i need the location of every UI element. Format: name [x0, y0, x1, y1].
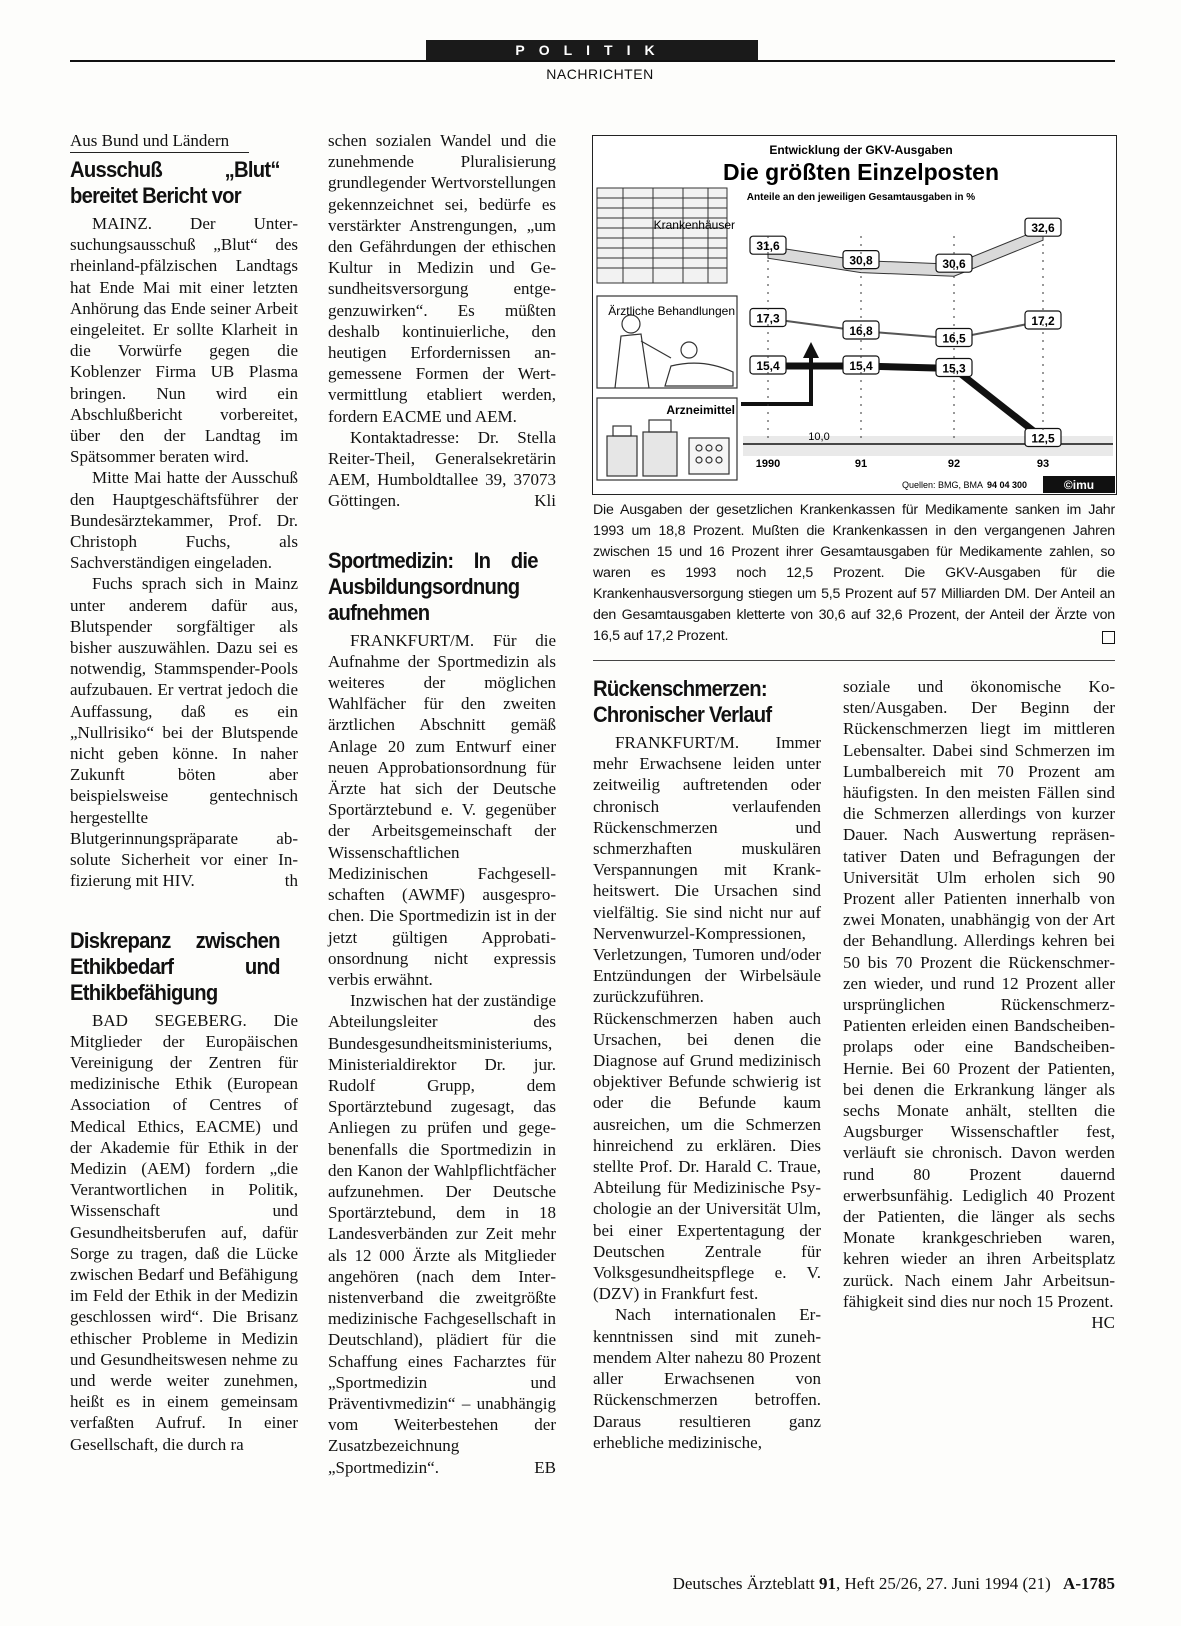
column-3	[593, 676, 821, 1453]
arrow-head-icon	[803, 342, 819, 358]
chart-annotation: 10,0	[808, 431, 830, 443]
chart-svg	[593, 136, 1116, 494]
chart-box	[592, 135, 1117, 495]
chart-code: 94 04 300	[987, 480, 1028, 490]
paragraph-text: Kontaktadresse: Dr. Stella Reiter-Theil, Generalsekretärin AEM, Humboldtallee 39, 37073 Göttingen.	[328, 427, 556, 511]
series-label-krankenhaeuser: Krankenhäuser	[653, 218, 735, 232]
paragraph: FRANKFURT/M. Für die Aufnahme der Sportmedizin als weiteres der möglichen Wahlfächer für den zweiten ärztlichen Abschnitt gemäß Anlage 20 zum Entwurf einer neuen Approbationsordnung für Ärzte hat sich der Deutsche Sportärztebund e. V. gegenüber der Arbeitsgemeinschaft der Wissenschaftlichen Medizinischen Fachgesellschaften (AWMF) ausgesprochen. Die Sportmedizin ist in der jetzt gültigen Approbationsordnung nicht expressis verbis erwähnt.	[328, 630, 556, 989]
column-4	[843, 676, 1115, 1333]
paragraph: FRANKFURT/M. Immer mehr Erwachsene leiden unter zeitweilig auftretenden oder chronisch verlaufenden Rückenschmerzen und schmerzhaften muskulären Verspannungen mit Krankheitswert. Die Ursachen sind vielfältig. Sie sind nicht nur auf Nervenwurzel-Kompressionen, Verletzungen, Tumoren und/oder Entzündungen der Wirbelsäule zurückzuführen. Rückenschmerzen haben auch Ursachen, bei denen die Diagnose auf Grund medizinisch objektiver Befunde schwierig ist oder die Befunde kaum ausreichen, um die Schmerzen hinreichend zu erklären. Dies stellte Prof. Dr. Harald C. Traue, Abteilung für Medizinische Psychologie an der Universität Ulm, bei einer Expertentagung der Deutschen Zentrale für Volksgesundheitspflege e. V. (DZV) in Frankfurt fest.	[593, 733, 821, 1304]
caption-text: Die Ausgaben der gesetzlichen Krankenkassen für Medikamente sanken im Jahr 1993 um 18,8 Prozent. Mußten die Krankenkassen in den vergangenen Jahren zwischen 15 und 16 Prozent ihrer Gesamtausgaben für Medikamente zahlen, so waren es 1993 noch 12,5 Prozent. Die GKV-Ausgaben für die Krankenhausversorgung stiegen um 5,5 Prozent auf 57 Milliarden DM. Der Anteil an den Gesamtausgaben kletterte von 30,6 auf 32,6 Prozent, der Anteil der Ärzte von 16,5 auf 17,2 Prozent.	[593, 502, 1115, 644]
headline-ausschuss: Ausschuß „Blut“ bereitet Bericht vor	[70, 157, 280, 208]
chart-agency: ©imu	[1063, 478, 1095, 492]
author-signature: HC	[1091, 1313, 1115, 1333]
separator-line	[593, 660, 1115, 661]
data-label: 32,6	[1031, 221, 1055, 236]
journal-name: Deutsches Ärzteblatt	[672, 1574, 815, 1593]
rubrik-label: NACHRICHTEN	[546, 66, 654, 82]
paragraph-text: soziale und ökonomische Kosten/Ausgaben. Der Beginn der Rückenschmerzen liegt im mittleren Lebensalter. Dabei sind Schmerzen im Lumbalbereich mit 70 Prozent am häufigsten. In den meisten Fällen sind die Schmerzen allerdings von kurzer Dauer. Nach Auswertung repräsentativer Daten und Befragungen der Universität Ulm erholen sich 90 Prozent aller Patienten innerhalb von zwei Monaten, unabhängig von der Art der Behandlung. Allerdings kehren bei 50 bis 70 Prozent die Rückenschmerzen wieder, und rund 12 Prozent aller ursprünglichen Rückenschmerz-Patienten erleiden einen Bandscheibenprolaps oder eine Bandscheiben-Hernie. Bei 60 Prozent der Patienten, bei denen die Erkrankung länger als sechs Monate anhält, stellten die Augsburger Wissenschaftler fest, verläuft sie chronisch. Davon werden rund 80 Prozent dauernd erwerbsunfähig. Lediglich 40 Prozent der Patienten, die länger als sechs Monate krankgeschrieben waren, kehren wieder an ihren Arbeitsplatz zurück. Nach einem Jahr Arbeitsunfähigkeit sind dies nur noch 15 Prozent.	[843, 677, 1115, 1311]
column-1	[70, 130, 298, 1455]
x-tick-label: 91	[854, 458, 868, 470]
page-footer	[550, 1574, 1115, 1594]
x-tick-label: 92	[947, 458, 961, 470]
data-label: 15,4	[849, 359, 873, 373]
chart-supertitle: Entwicklung der GKV-Ausgaben	[769, 143, 953, 157]
data-label: 17,3	[756, 311, 780, 326]
series-label-aerztliche-behandlungen: Ärztliche Behandlungen	[608, 304, 735, 318]
headline-ethik: Diskrepanz zwischen Ethikbedarf und Ethikbefähigung	[70, 927, 280, 1005]
paragraph	[328, 427, 556, 512]
page-number: A-1785	[1063, 1574, 1115, 1593]
data-label: 30,8	[849, 253, 873, 268]
author-signature: Kli	[534, 491, 556, 511]
paragraph-text: Fuchs sprach sich in Mainz unter anderem dafür aus, Blutspender sorgfältiger als bisher auszuwählen. Dazu sei es notwendig, Stammspender-Pools aufzubauen. Er vertrat jedoch die Auffassung, daß es ein „Nullrisiko“ bei der Blutspende nicht geben könne. In naher Zukunft böten aber beispielsweise gentechnisch hergestellte Blutgerinnungspräparate absolute Sicherheit vor einer Infizierung mit HIV.	[70, 574, 298, 891]
headline-sportmedizin: Sportmedizin: In die Ausbildungsordnung aufnehmen	[328, 547, 538, 625]
paragraph	[70, 573, 298, 891]
headline-rueckenschmerzen: Rückenschmerzen: Chronischer Verlauf	[593, 676, 772, 727]
paragraph: Nach internationalen Erkenntnissen sind mit zunehmendem Alter nahezu 80 Prozent aller Erwachsenen von Rückenschmerzen betroffen. Daraus resultieren ganz erhebliche medizinische,	[593, 1305, 821, 1452]
chart-source: Quellen: BMG, BMA	[901, 480, 983, 490]
paragraph: BAD SEGEBERG. Die Mitglieder der Europäischen Vereinigung der Zentren für medizinische Ethik (European Association of Centres of Medical Ethics, EACME) und der Akademie für Ethik in der Medizin (AEM) fordern „die Verantwortlichen in Politik, Wissenschaft und Gesundheitsberufen auf, dafür Sorge zu tragen, daß die Lücke zwischen Bedarf und Befähigung im Feld der Ethik in der Medizin geschlossen wird“. Die Brisanz ethischer Probleme in Medizin und Gesundheitswesen nehme zu und werde weiter zunehmen, heißt es in einem gemeinsam verfaßten Aufruf. In einer Gesellschaft, die durch ra	[70, 1010, 298, 1454]
chart-subtitle: Anteile an den jeweiligen Gesamtausgaben in %	[746, 192, 976, 203]
series-label-arzneimittel: Arzneimittel	[666, 403, 735, 417]
paragraph: Mitte Mai hatte der Ausschuß den Hauptgeschäftsführer der Bundesärztekammer, Prof. Dr. Christoph Fuchs, als Sachverständigen eingeladen.	[70, 468, 298, 573]
kicker: Aus Bund und Ländern	[70, 130, 249, 153]
author-signature: th	[284, 871, 298, 891]
hospital-illustration	[597, 188, 727, 283]
ressort-label: POLITIK	[426, 40, 758, 60]
chart-title: Die größten Einzelposten	[722, 159, 1000, 185]
data-label: 12,5	[1031, 431, 1055, 446]
paragraph: MAINZ. Der Untersuchungsausschuß „Blut“ des rheinland-pfälzischen Landtags hat Ende Mai mit einer letzten Anhörung das Ende seiner Arbeit eingeleitet. Er sollte Klarheit in die Vorwürfe gegen die Koblenzer Firma UB Plasma bringen. Nun wird ein Abschlußbericht vorbereitet, über den der Landtag im Spätsommer beraten wird.	[70, 214, 298, 467]
series-line-1	[768, 319, 1043, 339]
end-square-icon	[1102, 631, 1115, 644]
x-tick-label: 1990	[755, 458, 781, 470]
series-band-krankenhaeuser	[768, 228, 1043, 276]
chart-caption	[593, 500, 1115, 647]
paragraph-text: Inzwischen hat der zuständige Abteilungsleiter des Bundesgesundheitsministeriums, Ministerialdirektor Dr. jur. Rudolf Grupp, dem Sportärztebund zugesagt, das Anliegen zu prüfen und gegebenenfalls die Sportmedizin in den Kanon der Wahlpflichtfächer aufzunehmen. Der Deutsche Sportärztebund, dem in 18 Landesverbänden zur Zeit mehr als 12 000 Ärzte als Mitglieder angehören (nach dem Internistenverband die zweitgrößte medizinische Fachgesellschaft in Deutschland), plädiert für die Schaffung eines Facharztes für „Sportmedizin und Präventivmedizin“ – unabhängig vom Weiterbestehen der Zusatzbezeichnung „Sportmedizin“.	[328, 991, 556, 1477]
volume-number: 91	[818, 1574, 836, 1593]
data-label: 31,6	[756, 239, 780, 254]
data-label: 16,5	[942, 331, 966, 346]
header-rule	[70, 60, 1115, 62]
x-tick-label: 93	[1036, 458, 1050, 470]
data-label: 17,2	[1031, 314, 1055, 328]
data-label: 16,8	[849, 324, 873, 338]
paragraph	[843, 676, 1115, 1333]
issue-info: , Heft 25/26, 27. Juni 1994 (21)	[835, 1574, 1051, 1593]
data-label: 30,6	[942, 257, 966, 272]
author-signature: EB	[534, 1457, 556, 1477]
data-label: 15,3	[942, 361, 966, 376]
column-2	[328, 130, 556, 1478]
paragraph: schen sozialen Wandel und die zunehmende Pluralisierung grundlegender Wertvorstellungen gekennzeichnet sei, bedürfe es verstärkter Anstrengungen, „um den Gefährdungen der ethischen Kultur in Medizin und Gesundheitsversorgung entgegenzuwirken“. Es müßten deshalb kontinuierliche, den heutigen Erfordernissen angemessene Formen der Wertvermittlung etabliert werden, fordern EACME und AEM.	[328, 131, 556, 426]
paragraph	[328, 990, 556, 1478]
data-label: 15,4	[756, 359, 780, 373]
